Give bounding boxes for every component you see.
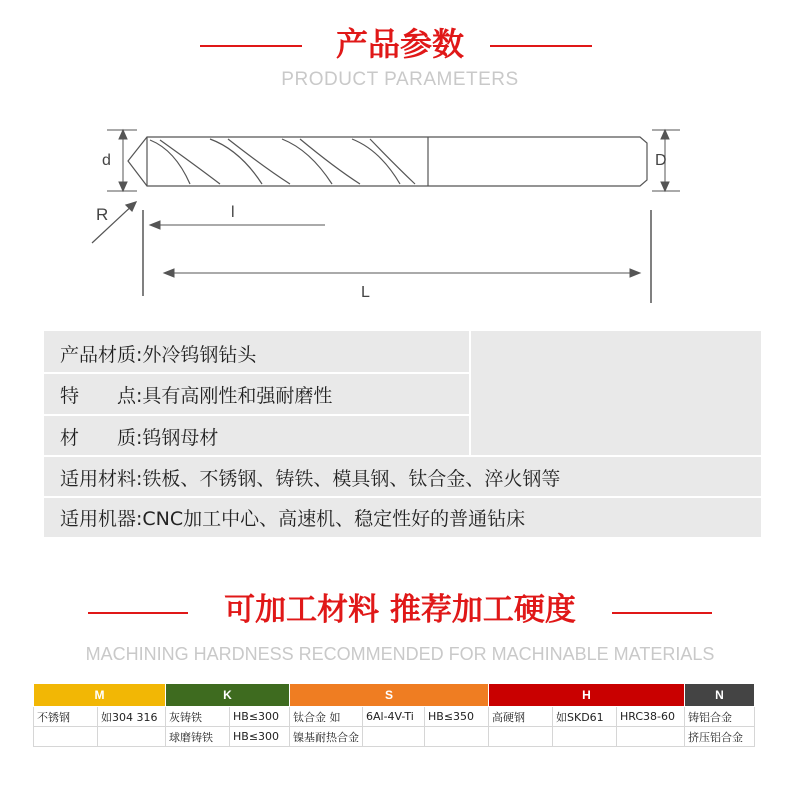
group-header-k: K [166,684,290,707]
table-cell: 如304 316 [98,707,166,727]
table-cell: 高硬钢 [489,707,553,727]
title-right-line [612,612,712,614]
param-row-feature [44,374,332,414]
param-value: 铁板、不锈钢、铸铁、模具钢、钛合金、淬火钢等 [142,467,561,490]
param-label: 适用机器: [60,507,143,530]
table-cell [617,727,685,747]
divider [469,331,471,455]
section-title-en: MACHINING HARDNESS RECOMMENDED FOR MACHINABLE MATERIALS [85,644,715,664]
table-cell [363,727,425,747]
parameter-table [44,331,761,537]
label-l-small: l [231,204,235,221]
table-cell: 镍基耐热合金 [290,727,363,747]
param-label: 特 点: [60,384,143,407]
table-cell [553,727,617,747]
param-value: 具有高刚性和强耐磨性 [142,384,333,407]
table-cell: HRC38-60 [617,707,685,727]
param-label: 产品材质: [60,343,143,366]
table-cell: HB≤300 [230,727,290,747]
param-row-material [44,333,256,373]
param-value: 外冷钨钢钻头 [142,343,257,366]
section-title-en: PRODUCT PARAMETERS [281,69,519,90]
label-d-small: d [102,152,111,169]
table-cell: 不锈钢 [34,707,98,727]
table-cell [34,727,98,747]
table-cell [425,727,489,747]
table-cell: 挤压铝合金 [685,727,755,747]
param-row-substrate [44,416,218,456]
table-cell [489,727,553,747]
label-d-big: D [655,152,667,169]
section-title-cn: 可加工材料 推荐加工硬度 [224,592,576,628]
group-header-s: S [290,684,489,707]
label-l-big: L [361,284,370,301]
hardness-header-row [34,684,755,707]
param-value: CNC加工中心、高速机、稳定性好的普通钻床 [142,507,526,530]
table-cell: HB≤300 [230,707,290,727]
table-cell: 钛合金 如 [290,707,363,727]
param-row-applicable-materials [44,457,560,497]
group-header-n: N [685,684,755,707]
section-title-cn: 产品参数 [335,25,464,63]
group-header-m: M [34,684,166,707]
table-cell: 6Al-4V-Ti [363,707,425,727]
table-cell: 球磨铸铁 [166,727,230,747]
group-header-h: H [489,684,685,707]
label-r: R [96,205,109,224]
param-row-applicable-machines [44,497,525,537]
param-label: 材 质: [60,426,143,449]
param-label: 适用材料: [60,467,143,490]
table-row [34,707,755,727]
table-cell: HB≤350 [425,707,489,727]
hardness-table [33,683,755,747]
drill-diagram [0,0,800,320]
param-value: 钨钢母材 [142,426,219,449]
table-cell: 铸铝合金 [685,707,755,727]
table-cell [98,727,166,747]
table-cell: 如SKD61 [553,707,617,727]
table-cell: 灰铸铁 [166,707,230,727]
table-row [34,727,755,747]
